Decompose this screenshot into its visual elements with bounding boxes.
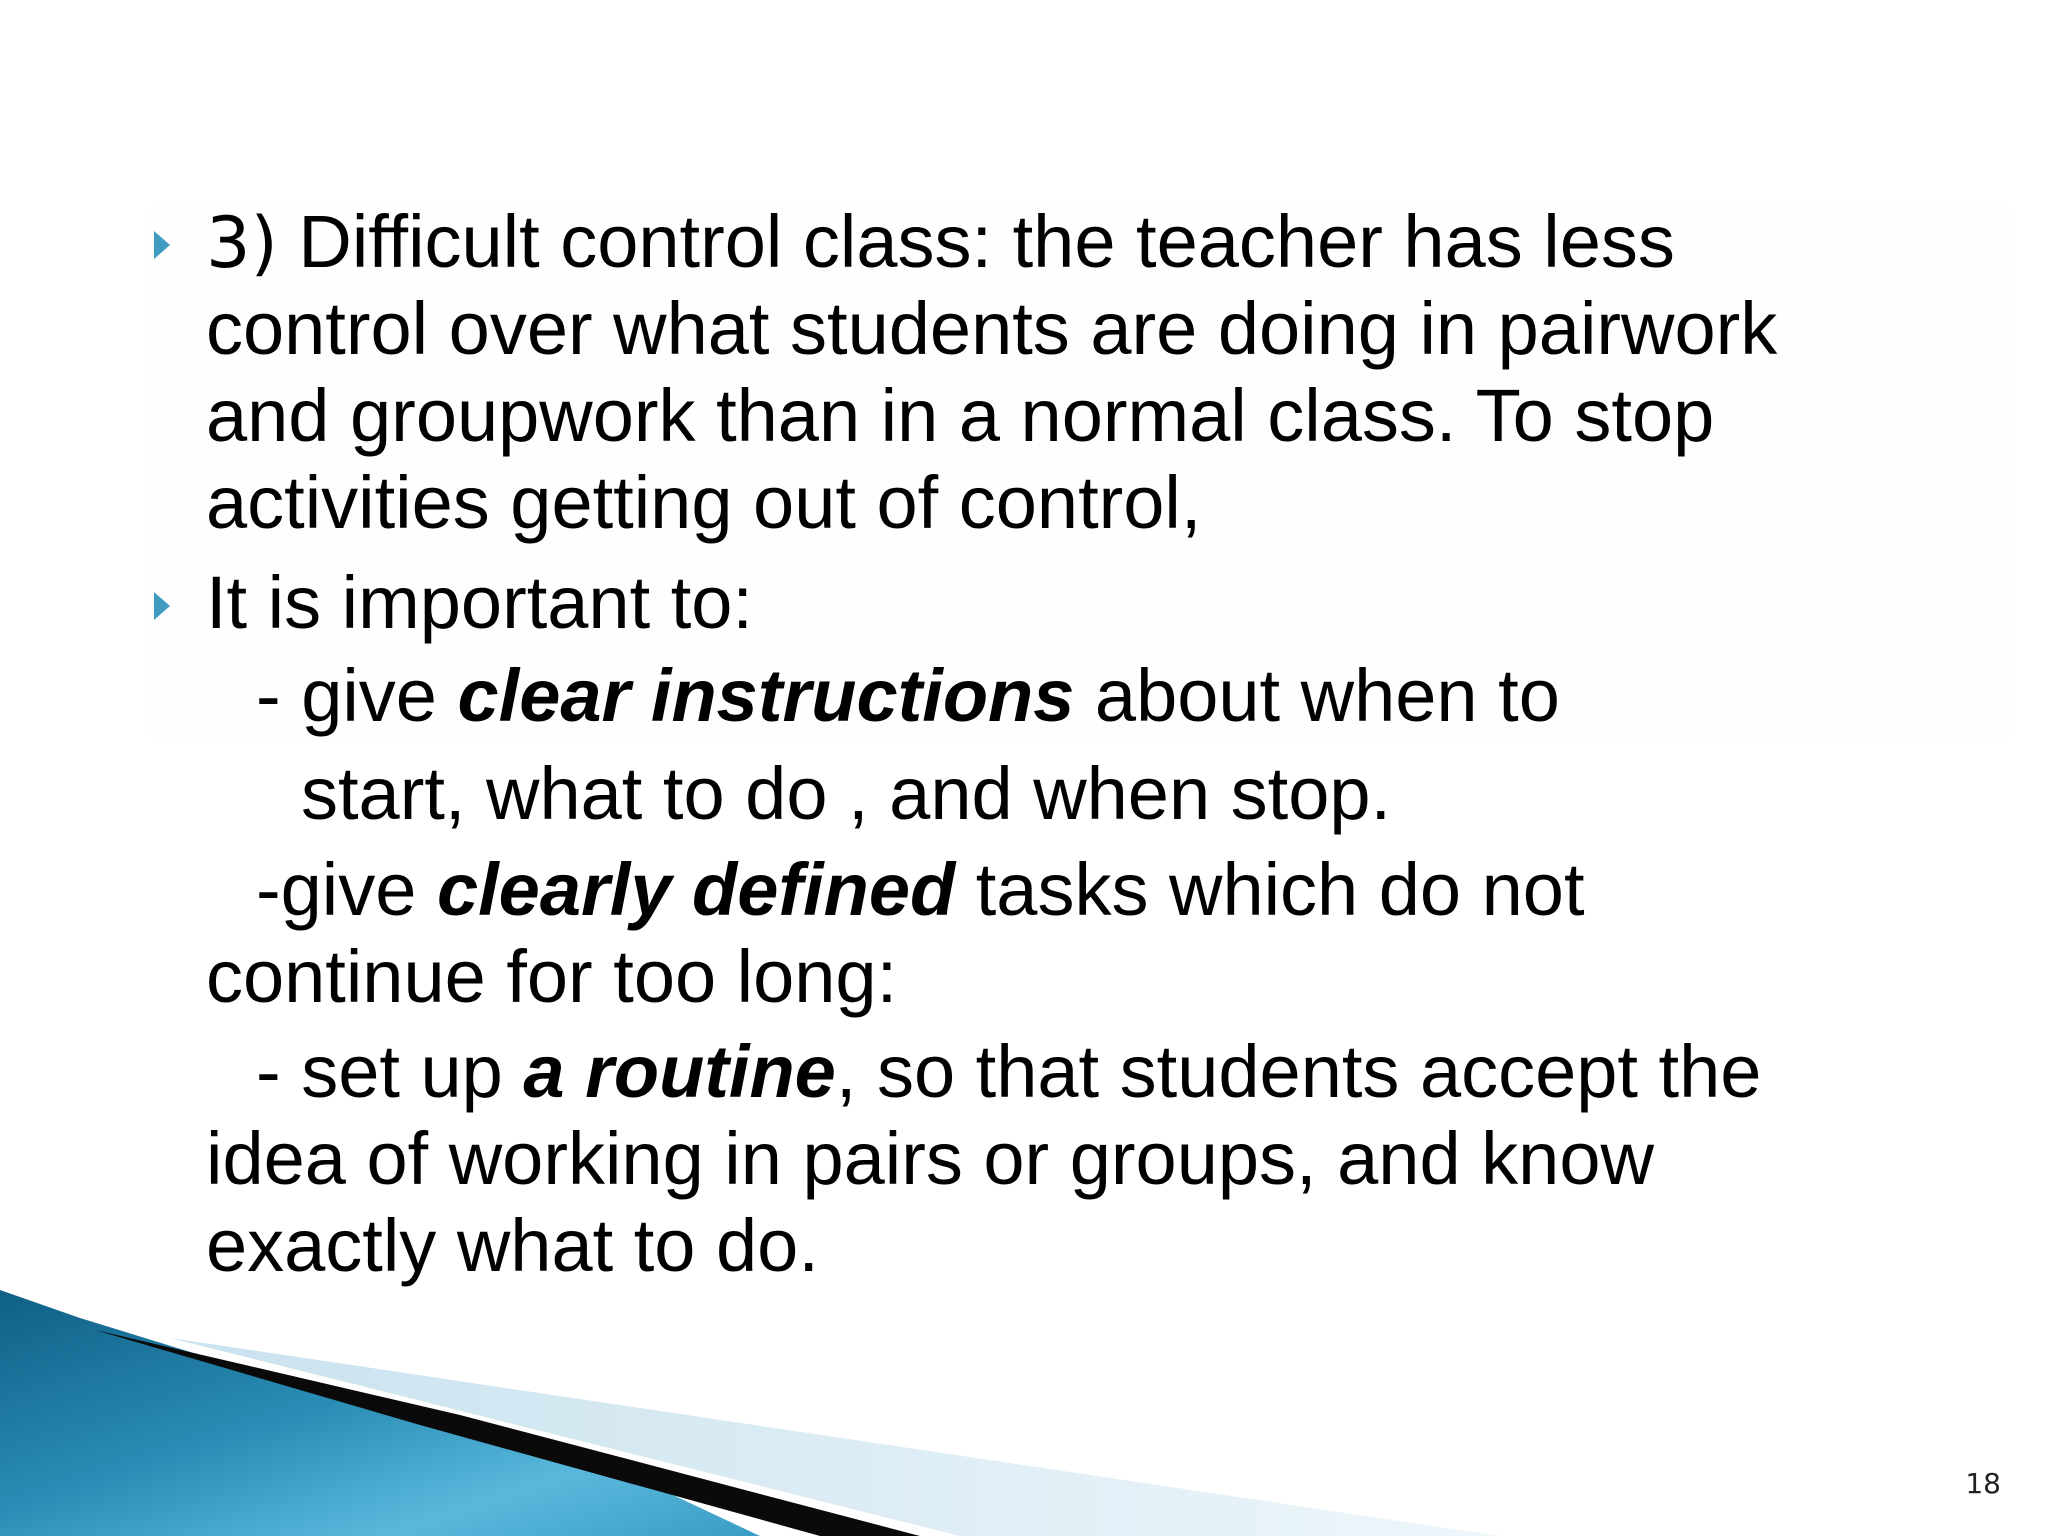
page-number: 18 <box>1965 1467 2001 1500</box>
point-3-suffix: , so that students accept the <box>835 1030 1762 1113</box>
point-3-emphasis: a routine <box>523 1030 836 1113</box>
point-3-line-2: idea of working in pairs or groups, and know <box>206 1117 1654 1200</box>
point-1-suffix: about when to <box>1074 654 1560 737</box>
bullet-1-line-2: control over what students are doing in pairwork <box>206 287 1778 370</box>
point-3-line-3: exactly what to do. <box>206 1204 819 1287</box>
point-2-emphasis: clearly defined <box>436 848 956 931</box>
bullet-1-line-4: activities getting out of control, <box>206 461 1202 544</box>
point-2-line-2: continue for too long: <box>206 935 898 1018</box>
bullet-2-line-1: It is important to: <box>206 561 753 644</box>
bullet-1-text: Difficult control class: the teacher has less <box>277 200 1675 283</box>
point-1-prefix: - give <box>256 654 458 737</box>
point-1-line-2: start, what to do , and when stop. <box>301 752 1392 835</box>
point-2-suffix: tasks which do not <box>955 848 1585 931</box>
point-1-emphasis: clear instructions <box>457 654 1075 737</box>
bullet-1-line-3: and groupwork than in a normal class. To stop <box>206 374 1715 457</box>
point-2-prefix: -give <box>256 848 437 931</box>
point-3-prefix: - set up <box>256 1030 524 1113</box>
item-number: 3) <box>206 202 278 284</box>
